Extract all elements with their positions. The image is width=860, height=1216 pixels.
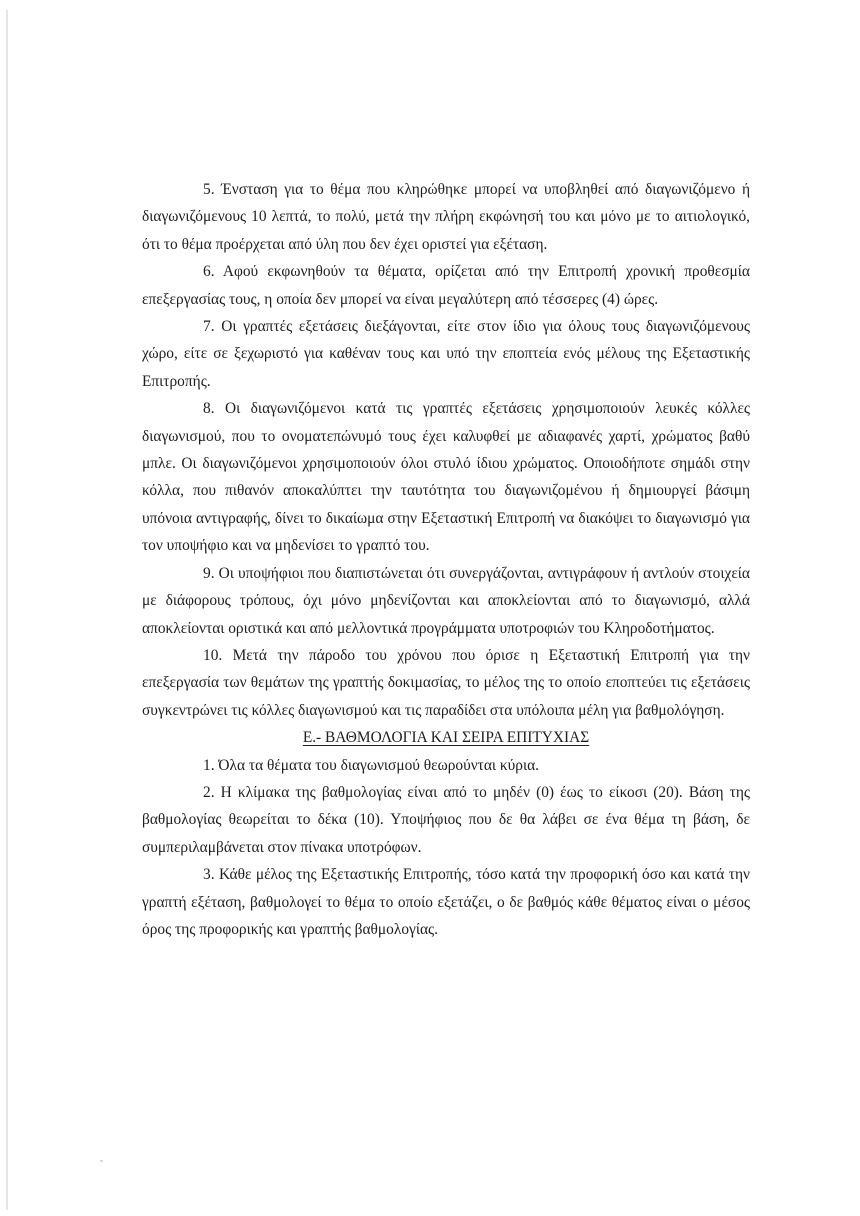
scan-edge-line bbox=[6, 10, 8, 1210]
paragraph-item-10: 10. Μετά την πάροδο του χρόνου που όρισε η Εξεταστική Επιτροπή για την επεξεργασία των θεμάτων της γραπτής δοκιμασίας, το μέλος της το οποίο εποπτεύει τις εξετάσεις συγκεντρώνει τις κόλλες διαγωνισμού και τις παραδίδει στα υπόλοιπα μέλη για βαθμολόγηση. bbox=[142, 646, 750, 719]
document-page bbox=[142, 176, 750, 943]
grading-item-3: 3. Κάθε μέλος της Εξεταστικής Επιτροπής, τόσο κατά την προφορική όσο και κατά την γραπτή εξέταση, βαθμολογεί το θέμα το οποίο εξετάζει, ο δε βαθμός κάθε θέματος είναι ο μέσος όρος της προφορικής και γραπτής βαθμολογίας. bbox=[142, 866, 750, 938]
scan-speck bbox=[100, 1160, 103, 1162]
paragraph-item-9: 9. Οι υποψήφιοι που διαπιστώνεται ότι συνεργάζονται, αντιγράφουν ή αντλούν στοιχεία με διάφορους τρόπους, όχι μόνο μηδενίζονται και αποκλείονται από το διαγωνισμό, αλλά αποκλείονται οριστικά και από μελλοντικά προγράμματα υποτροφιών του Κληροδοτήματος. bbox=[142, 564, 750, 637]
paragraph-item-6: 6. Αφού εκφωνηθούν τα θέματα, ορίζεται από την Επιτροπή χρονική προθεσμία επεξεργασίας τους, η οποία δεν μπορεί να είναι μεγαλύτερη από τέσσερες (4) ώρες. bbox=[142, 263, 750, 308]
grading-item-2: 2. Η κλίμακα της βαθμολογίας είναι από το μηδέν (0) έως το είκοσι (20). Βάση της βαθμολογίας θεωρείται το δέκα (10). Υποψήφιος που δε θα λάβει σε ένα θέμα τη βάση, δε συμπεριλαμβάνεται στον πίνακα υποτρόφων. bbox=[142, 783, 750, 856]
paragraph-item-7: 7. Οι γραπτές εξετάσεις διεξάγονται, είτε στον ίδιο για όλους τους διαγωνιζόμενους χώρο, είτε σε ξεχωριστό για καθέναν τους και υπό την εποπτεία ενός μέλους της Εξεταστικής Επιτροπής. bbox=[142, 318, 750, 390]
paragraph-item-5: 5. Ένσταση για το θέμα που κληρώθηκε μπορεί να υποβληθεί από διαγωνιζόμενο ή διαγωνιζόμενους 10 λεπτά, το πολύ, μετά την πλήρη εκφώνησή του και μόνο με το αιτιολογικό, ότι το θέμα προέρχεται από ύλη που δεν έχει οριστεί για εξέταση. bbox=[142, 181, 750, 253]
grading-item-1: 1. Όλα τα θέματα του διαγωνισμού θεωρούνται κύρια. bbox=[203, 756, 540, 774]
paragraph-item-8: 8. Οι διαγωνιζόμενοι κατά τις γραπτές εξετάσεις χρησιμοποιούν λευκές κόλλες διαγωνισμού, που το ονοματεπώνυμό τους έχει καλυφθεί με αδιαφανές χαρτί, χρώματος βαθύ μπλε. Οι διαγωνιζόμενοι χρησιμοποιούν όλοι στυλό ίδιου χρώματος. Οποιοδήποτε σημάδι στην κόλλα, που πιθανόν αποκαλύπτει την ταυτότητα του διαγωνιζομένου ή δημιουργεί βάσιμη υπόνοια αντιγραφής, δίνει το δικαίωμα στην Εξεταστική Επιτροπή να διακόψει το διαγωνισμό για τον υποψήφιο και να μηδενίσει το γραπτό του. bbox=[142, 400, 750, 555]
section-heading: Ε.- ΒΑΘΜΟΛΟΓΙΑ ΚΑΙ ΣΕΙΡΑ ΕΠΙΤΥΧΙΑΣ bbox=[302, 729, 590, 747]
